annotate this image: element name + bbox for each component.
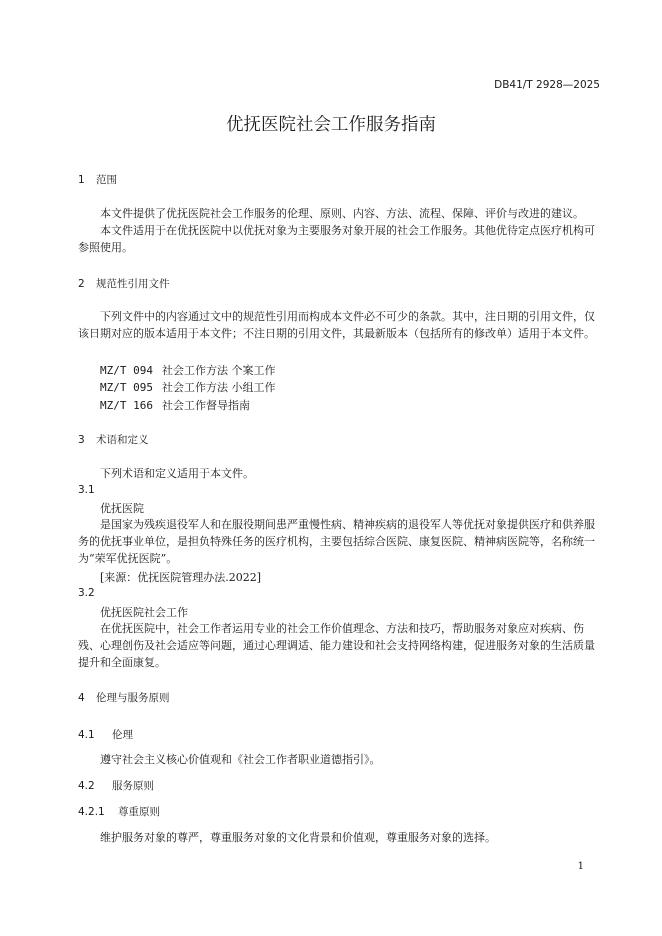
reference-item: [100, 397, 250, 413]
paragraph: 遵守社会主义核心价值观和《社会工作者职业道德指引》。: [100, 753, 381, 766]
term-number: 3.2: [78, 587, 95, 599]
section-title: 伦理与服务原则: [96, 692, 170, 704]
section-3-heading: [78, 432, 149, 447]
reference-title: 社会工作方法 个案工作: [162, 364, 276, 377]
term-definition: 在优抚医院中，社会工作者运用专业的社会工作价值理念、方法和技巧，帮助服务对象应对疾病、伤残、心理创伤及社会适应等问题，通过心理调适、能力建设和社会支持网络构建，促进服务对象的生活质量提升和全面康复。: [78, 622, 595, 670]
section-title: 范围: [96, 174, 117, 186]
section-number: 2: [78, 278, 85, 290]
section-number: 4.2.1: [78, 806, 105, 818]
paragraph: 维护服务对象的尊严，尊重服务对象的文化背景和价值观，尊重服务对象的选择。: [100, 831, 496, 844]
term-source: [来源：优抚医院管理办法.2022]: [100, 571, 262, 584]
page-number: 1: [577, 861, 584, 872]
term-definition: 是国家为残疾退役军人和在服役期间患严重慢性病、精神疾病的退役军人等优抚对象提供医疗和供养服务的优抚事业单位，是担负特殊任务的医疗机构，主要包括综合医院、康复医院、精神病医院等，名称统一为“荣军优抚医院”。: [78, 518, 595, 566]
paragraph: 下列术语和定义适用于本文件。: [100, 467, 254, 480]
section-4-heading: [78, 690, 170, 705]
section-1-heading: [78, 172, 117, 187]
section-4-2-heading: [78, 778, 154, 793]
section-number: 4: [78, 692, 85, 704]
section-2-heading: [78, 276, 170, 291]
page-title: 优抚医院社会工作服务指南: [226, 115, 436, 135]
reference-code: MZ/T 095: [100, 381, 153, 394]
section-number: 3: [78, 434, 85, 446]
section-number: 4.2: [78, 780, 95, 792]
section-4-2-1-heading: [78, 804, 160, 819]
term-number: 3.1: [78, 484, 95, 496]
reference-title: 社会工作方法 小组工作: [162, 381, 276, 394]
reference-code: MZ/T 094: [100, 364, 153, 377]
reference-item: [100, 362, 276, 378]
paragraph: 本文件提供了优抚医院社会工作服务的伦理、原则、内容、方法、流程、保障、评价与改进的建议。: [100, 207, 584, 220]
term-name: 优抚医院: [100, 502, 144, 515]
section-title: 伦理: [112, 729, 133, 741]
paragraph: 下列文件中的内容通过文中的规范性引用而构成本文件必不可少的条款。其中，注日期的引用文件，仅该日期对应的版本适用于本文件；不注日期的引用文件，其最新版本（包括所有的修改单）适用于本文件。: [78, 310, 595, 341]
term-name: 优抚医院社会工作: [100, 606, 188, 619]
section-title: 尊重原则: [118, 806, 160, 818]
section-4-1-heading: [78, 727, 133, 742]
document-code: DB41/T 2928—2025: [494, 79, 600, 91]
section-number: 4.1: [78, 729, 95, 741]
reference-item: [100, 379, 276, 395]
section-title: 规范性引用文件: [96, 278, 170, 290]
section-title: 术语和定义: [96, 434, 149, 446]
paragraph: 本文件适用于在优抚医院中以优抚对象为主要服务对象开展的社会工作服务。其他优待定点医疗机构可参照使用。: [78, 224, 595, 255]
section-title: 服务原则: [112, 780, 154, 792]
reference-code: MZ/T 166: [100, 399, 153, 412]
reference-title: 社会工作督导指南: [162, 399, 250, 412]
section-number: 1: [78, 174, 85, 186]
